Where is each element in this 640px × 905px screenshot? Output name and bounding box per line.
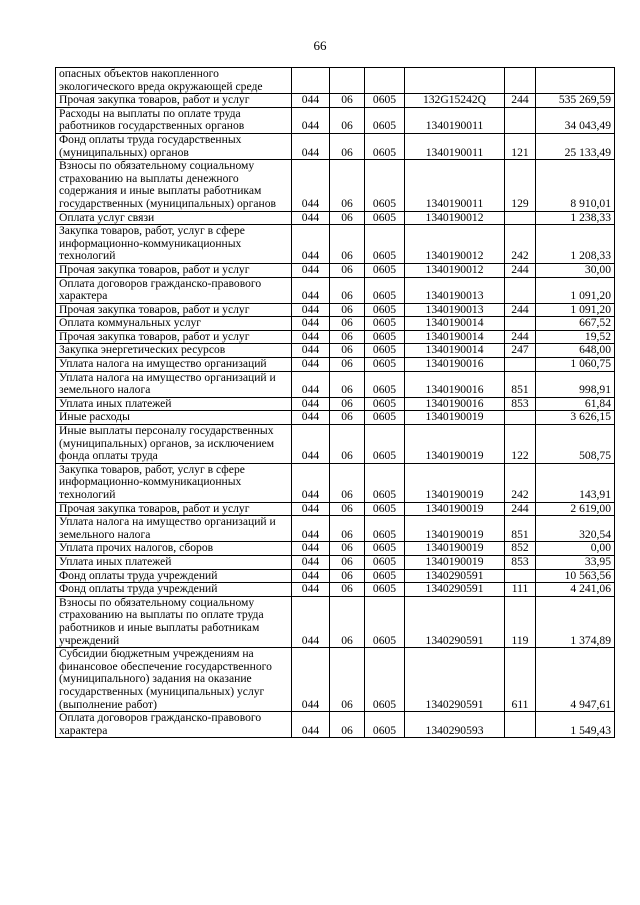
row-amount-cell: 1 091,20 xyxy=(536,277,615,303)
row-amount-cell: 0,00 xyxy=(536,542,615,556)
table-row xyxy=(56,133,615,159)
row-name-cell: Прочая закупка товаров, работ и услуг xyxy=(56,263,292,277)
row-subsection-cell: 0605 xyxy=(365,344,405,358)
row-expense-type-cell xyxy=(505,211,536,225)
row-name-cell: Субсидии бюджетным учреждениям на финансовое обеспечение государственного (муниципального) задания на оказание государственных (муниципальных) услуг (выполнение работ) xyxy=(56,648,292,712)
table-row xyxy=(56,516,615,542)
table-row xyxy=(56,463,615,502)
row-target-code-cell: 1340190016 xyxy=(405,371,505,397)
row-amount-cell: 8 910,01 xyxy=(536,160,615,211)
table-body xyxy=(56,68,615,738)
row-amount-cell: 2 619,00 xyxy=(536,502,615,516)
row-subsection-cell: 0605 xyxy=(365,502,405,516)
row-target-code-cell: 1340190016 xyxy=(405,397,505,411)
row-subsection-cell: 0605 xyxy=(365,425,405,464)
row-target-code-cell: 1340190014 xyxy=(405,317,505,331)
row-ministry-cell: 044 xyxy=(292,358,330,372)
row-subsection-cell: 0605 xyxy=(365,463,405,502)
row-target-code-cell xyxy=(405,68,505,94)
row-subsection-cell: 0605 xyxy=(365,330,405,344)
row-amount-cell: 3 626,15 xyxy=(536,411,615,425)
row-name-cell: Прочая закупка товаров, работ и услуг xyxy=(56,502,292,516)
row-amount-cell: 998,91 xyxy=(536,371,615,397)
row-amount-cell xyxy=(536,68,615,94)
row-target-code-cell: 1340190016 xyxy=(405,358,505,372)
budget-table xyxy=(55,67,615,738)
row-target-code-cell: 1340190012 xyxy=(405,225,505,264)
row-name-cell: Взносы по обязательному социальному страхованию на выплаты денежного содержания и иные выплаты работникам государственных (муниципальных) органов xyxy=(56,160,292,211)
row-expense-type-cell: 244 xyxy=(505,94,536,108)
row-ministry-cell: 044 xyxy=(292,94,330,108)
row-target-code-cell: 1340190012 xyxy=(405,263,505,277)
row-amount-cell: 1 238,33 xyxy=(536,211,615,225)
row-section-cell: 06 xyxy=(330,317,365,331)
row-section-cell: 06 xyxy=(330,648,365,712)
row-ministry-cell: 044 xyxy=(292,542,330,556)
row-ministry-cell: 044 xyxy=(292,277,330,303)
row-ministry-cell: 044 xyxy=(292,463,330,502)
table-row xyxy=(56,358,615,372)
row-name-cell: Закупка товаров, работ, услуг в сфере информационно-коммуникационных технологий xyxy=(56,463,292,502)
row-section-cell: 06 xyxy=(330,211,365,225)
row-target-code-cell: 1340190014 xyxy=(405,344,505,358)
row-target-code-cell: 1340190011 xyxy=(405,160,505,211)
row-target-code-cell: 1340190019 xyxy=(405,542,505,556)
row-subsection-cell: 0605 xyxy=(365,569,405,583)
row-expense-type-cell: 853 xyxy=(505,555,536,569)
row-amount-cell: 535 269,59 xyxy=(536,94,615,108)
row-ministry-cell xyxy=(292,68,330,94)
table-row xyxy=(56,502,615,516)
table-row xyxy=(56,542,615,556)
row-target-code-cell: 1340290591 xyxy=(405,648,505,712)
row-subsection-cell: 0605 xyxy=(365,317,405,331)
row-ministry-cell: 044 xyxy=(292,555,330,569)
table-row xyxy=(56,303,615,317)
row-ministry-cell: 044 xyxy=(292,502,330,516)
row-name-cell: Уплата налога на имущество организаций и земельного налога xyxy=(56,516,292,542)
row-amount-cell: 30,00 xyxy=(536,263,615,277)
row-section-cell: 06 xyxy=(330,516,365,542)
row-ministry-cell: 044 xyxy=(292,330,330,344)
row-name-cell: Расходы на выплаты по оплате труда работников государственных органов xyxy=(56,107,292,133)
row-ministry-cell: 044 xyxy=(292,225,330,264)
row-section-cell: 06 xyxy=(330,569,365,583)
row-ministry-cell: 044 xyxy=(292,569,330,583)
row-section-cell: 06 xyxy=(330,502,365,516)
row-expense-type-cell xyxy=(505,712,536,738)
row-subsection-cell: 0605 xyxy=(365,358,405,372)
row-ministry-cell: 044 xyxy=(292,516,330,542)
row-ministry-cell: 044 xyxy=(292,425,330,464)
row-target-code-cell: 1340190013 xyxy=(405,277,505,303)
row-expense-type-cell: 242 xyxy=(505,225,536,264)
row-ministry-cell: 044 xyxy=(292,596,330,647)
row-name-cell: опасных объектов накопленного экологического вреда окружающей среде xyxy=(56,68,292,94)
row-ministry-cell: 044 xyxy=(292,160,330,211)
row-subsection-cell: 0605 xyxy=(365,263,405,277)
row-name-cell: Иные выплаты персоналу государственных (муниципальных) органов, за исключением фонда оплаты труда xyxy=(56,425,292,464)
row-ministry-cell: 044 xyxy=(292,648,330,712)
row-amount-cell: 19,52 xyxy=(536,330,615,344)
row-name-cell: Уплата налога на имущество организаций xyxy=(56,358,292,372)
row-target-code-cell: 1340290591 xyxy=(405,583,505,597)
row-subsection-cell: 0605 xyxy=(365,303,405,317)
row-subsection-cell: 0605 xyxy=(365,542,405,556)
row-target-code-cell: 1340190011 xyxy=(405,107,505,133)
row-amount-cell: 33,95 xyxy=(536,555,615,569)
row-amount-cell: 61,84 xyxy=(536,397,615,411)
row-expense-type-cell: 853 xyxy=(505,397,536,411)
row-subsection-cell: 0605 xyxy=(365,225,405,264)
row-name-cell: Закупка энергетических ресурсов xyxy=(56,344,292,358)
row-expense-type-cell xyxy=(505,277,536,303)
row-target-code-cell: 1340190014 xyxy=(405,330,505,344)
row-subsection-cell: 0605 xyxy=(365,371,405,397)
row-expense-type-cell: 852 xyxy=(505,542,536,556)
row-subsection-cell: 0605 xyxy=(365,211,405,225)
table-row xyxy=(56,583,615,597)
row-section-cell: 06 xyxy=(330,425,365,464)
row-amount-cell: 1 374,89 xyxy=(536,596,615,647)
table-row xyxy=(56,68,615,94)
row-expense-type-cell: 122 xyxy=(505,425,536,464)
row-subsection-cell: 0605 xyxy=(365,583,405,597)
row-ministry-cell: 044 xyxy=(292,712,330,738)
row-section-cell: 06 xyxy=(330,107,365,133)
row-ministry-cell: 044 xyxy=(292,107,330,133)
table-row xyxy=(56,344,615,358)
table-row xyxy=(56,648,615,712)
row-section-cell: 06 xyxy=(330,596,365,647)
row-amount-cell: 4 947,61 xyxy=(536,648,615,712)
table-row xyxy=(56,277,615,303)
table-row xyxy=(56,596,615,647)
row-amount-cell: 10 563,56 xyxy=(536,569,615,583)
row-expense-type-cell: 247 xyxy=(505,344,536,358)
row-amount-cell: 1 208,33 xyxy=(536,225,615,264)
row-name-cell: Уплата иных платежей xyxy=(56,397,292,411)
row-section-cell: 06 xyxy=(330,225,365,264)
row-expense-type-cell: 851 xyxy=(505,371,536,397)
table-row xyxy=(56,425,615,464)
table-row xyxy=(56,211,615,225)
row-name-cell: Оплата договоров гражданско-правового характера xyxy=(56,712,292,738)
row-section-cell: 06 xyxy=(330,94,365,108)
row-expense-type-cell xyxy=(505,68,536,94)
table-row xyxy=(56,160,615,211)
row-expense-type-cell: 244 xyxy=(505,263,536,277)
row-subsection-cell: 0605 xyxy=(365,712,405,738)
row-expense-type-cell: 244 xyxy=(505,303,536,317)
row-expense-type-cell: 119 xyxy=(505,596,536,647)
row-target-code-cell: 1340190019 xyxy=(405,555,505,569)
row-name-cell: Фонд оплаты труда учреждений xyxy=(56,569,292,583)
table-row xyxy=(56,569,615,583)
row-name-cell: Прочая закупка товаров, работ и услуг xyxy=(56,303,292,317)
row-amount-cell: 4 241,06 xyxy=(536,583,615,597)
row-subsection-cell: 0605 xyxy=(365,94,405,108)
row-target-code-cell: 1340290591 xyxy=(405,569,505,583)
row-ministry-cell: 044 xyxy=(292,133,330,159)
table-row xyxy=(56,712,615,738)
row-target-code-cell: 1340190019 xyxy=(405,411,505,425)
row-section-cell: 06 xyxy=(330,555,365,569)
row-section-cell: 06 xyxy=(330,583,365,597)
row-section-cell: 06 xyxy=(330,330,365,344)
row-name-cell: Взносы по обязательному социальному страхованию на выплаты по оплате труда работников и иные выплаты работникам учреждений xyxy=(56,596,292,647)
row-expense-type-cell: 129 xyxy=(505,160,536,211)
row-subsection-cell: 0605 xyxy=(365,648,405,712)
row-section-cell: 06 xyxy=(330,160,365,211)
row-section-cell: 06 xyxy=(330,397,365,411)
row-ministry-cell: 044 xyxy=(292,263,330,277)
table-row xyxy=(56,397,615,411)
row-expense-type-cell: 851 xyxy=(505,516,536,542)
row-name-cell: Уплата налога на имущество организаций и земельного налога xyxy=(56,371,292,397)
row-name-cell: Оплата коммунальных услуг xyxy=(56,317,292,331)
row-amount-cell: 667,52 xyxy=(536,317,615,331)
row-name-cell: Прочая закупка товаров, работ и услуг xyxy=(56,94,292,108)
row-section-cell: 06 xyxy=(330,542,365,556)
table-row xyxy=(56,330,615,344)
page-number: 66 xyxy=(313,38,327,53)
row-name-cell: Оплата договоров гражданско-правового характера xyxy=(56,277,292,303)
row-amount-cell: 320,54 xyxy=(536,516,615,542)
table-row xyxy=(56,225,615,264)
row-ministry-cell: 044 xyxy=(292,371,330,397)
row-ministry-cell: 044 xyxy=(292,344,330,358)
row-amount-cell: 648,00 xyxy=(536,344,615,358)
row-expense-type-cell: 121 xyxy=(505,133,536,159)
row-target-code-cell: 1340190012 xyxy=(405,211,505,225)
row-target-code-cell: 1340190013 xyxy=(405,303,505,317)
row-expense-type-cell: 244 xyxy=(505,502,536,516)
row-target-code-cell: 1340290591 xyxy=(405,596,505,647)
row-name-cell: Фонд оплаты труда государственных (муниципальных) органов xyxy=(56,133,292,159)
row-name-cell: Прочая закупка товаров, работ и услуг xyxy=(56,330,292,344)
row-name-cell: Оплата услуг связи xyxy=(56,211,292,225)
row-expense-type-cell: 242 xyxy=(505,463,536,502)
row-subsection-cell: 0605 xyxy=(365,555,405,569)
row-section-cell: 06 xyxy=(330,411,365,425)
row-subsection-cell: 0605 xyxy=(365,277,405,303)
row-amount-cell: 1 549,43 xyxy=(536,712,615,738)
row-subsection-cell: 0605 xyxy=(365,397,405,411)
row-section-cell: 06 xyxy=(330,712,365,738)
row-section-cell xyxy=(330,68,365,94)
table-row xyxy=(56,107,615,133)
row-section-cell: 06 xyxy=(330,277,365,303)
row-section-cell: 06 xyxy=(330,303,365,317)
table-row xyxy=(56,94,615,108)
row-subsection-cell: 0605 xyxy=(365,411,405,425)
row-section-cell: 06 xyxy=(330,371,365,397)
row-expense-type-cell xyxy=(505,411,536,425)
row-ministry-cell: 044 xyxy=(292,211,330,225)
row-name-cell: Уплата иных платежей xyxy=(56,555,292,569)
row-expense-type-cell xyxy=(505,317,536,331)
row-section-cell: 06 xyxy=(330,358,365,372)
row-amount-cell: 1 060,75 xyxy=(536,358,615,372)
table-row xyxy=(56,263,615,277)
row-name-cell: Фонд оплаты труда учреждений xyxy=(56,583,292,597)
row-ministry-cell: 044 xyxy=(292,303,330,317)
row-subsection-cell: 0605 xyxy=(365,107,405,133)
row-section-cell: 06 xyxy=(330,263,365,277)
row-amount-cell: 1 091,20 xyxy=(536,303,615,317)
row-section-cell: 06 xyxy=(330,344,365,358)
row-target-code-cell: 1340190011 xyxy=(405,133,505,159)
table-row xyxy=(56,411,615,425)
row-amount-cell: 508,75 xyxy=(536,425,615,464)
row-target-code-cell: 1340190019 xyxy=(405,516,505,542)
row-ministry-cell: 044 xyxy=(292,397,330,411)
row-expense-type-cell: 244 xyxy=(505,330,536,344)
row-amount-cell: 34 043,49 xyxy=(536,107,615,133)
row-subsection-cell xyxy=(365,68,405,94)
table-row xyxy=(56,371,615,397)
row-subsection-cell: 0605 xyxy=(365,516,405,542)
table-row xyxy=(56,555,615,569)
row-ministry-cell: 044 xyxy=(292,411,330,425)
row-name-cell: Закупка товаров, работ, услуг в сфере информационно-коммуникационных технологий xyxy=(56,225,292,264)
row-expense-type-cell xyxy=(505,107,536,133)
row-target-code-cell: 1340190019 xyxy=(405,425,505,464)
row-subsection-cell: 0605 xyxy=(365,133,405,159)
row-expense-type-cell xyxy=(505,358,536,372)
row-name-cell: Иные расходы xyxy=(56,411,292,425)
row-section-cell: 06 xyxy=(330,463,365,502)
row-amount-cell: 25 133,49 xyxy=(536,133,615,159)
table-row xyxy=(56,317,615,331)
row-expense-type-cell xyxy=(505,569,536,583)
row-subsection-cell: 0605 xyxy=(365,160,405,211)
row-section-cell: 06 xyxy=(330,133,365,159)
row-ministry-cell: 044 xyxy=(292,583,330,597)
row-amount-cell: 143,91 xyxy=(536,463,615,502)
row-target-code-cell: 132G15242Q xyxy=(405,94,505,108)
row-ministry-cell: 044 xyxy=(292,317,330,331)
row-expense-type-cell: 611 xyxy=(505,648,536,712)
row-subsection-cell: 0605 xyxy=(365,596,405,647)
row-name-cell: Уплата прочих налогов, сборов xyxy=(56,542,292,556)
row-target-code-cell: 1340290593 xyxy=(405,712,505,738)
row-target-code-cell: 1340190019 xyxy=(405,502,505,516)
row-expense-type-cell: 111 xyxy=(505,583,536,597)
row-target-code-cell: 1340190019 xyxy=(405,463,505,502)
